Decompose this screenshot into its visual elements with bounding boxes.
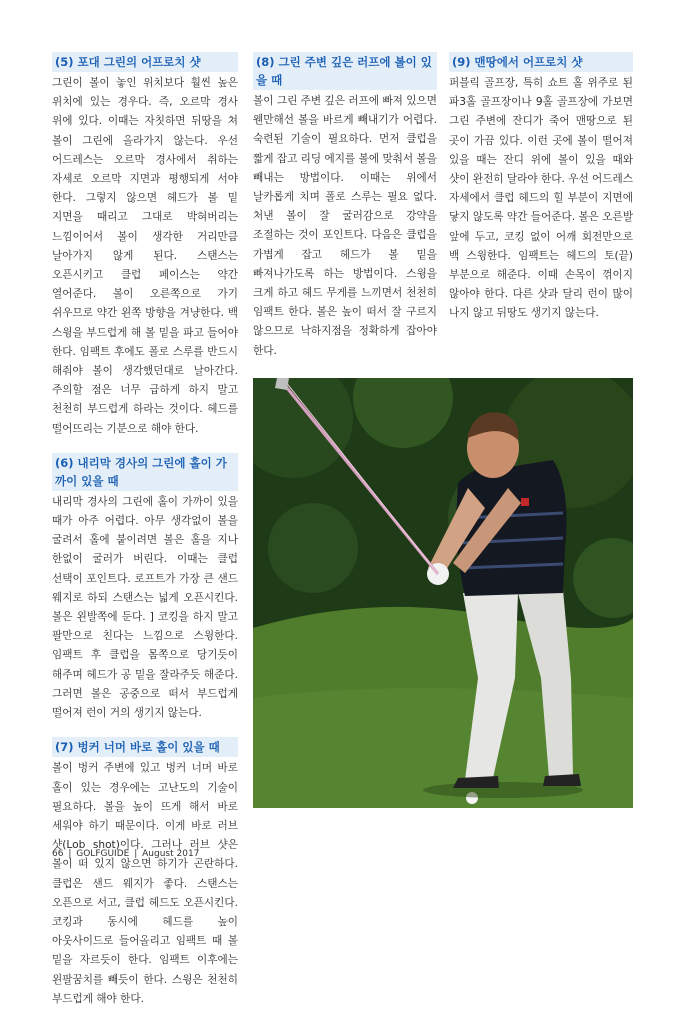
page-number: 66 xyxy=(52,849,64,859)
section-8-heading: (8) 그린 주변 깊은 러프에 볼이 있을 때 xyxy=(253,52,437,90)
section-5-body: 그린이 볼이 놓인 위치보다 훨씬 높은 위치에 있는 경우다. 즉, 오르막 경사 위에 있다. 이때는 자칫하면 뒤땅을 쳐 볼이 그린에 올라가지 않는다. 우선 어드레스는 오르막 경사에서 취하는 자세로 오르막 지면과 평행되게 서야 한다. 그렇지 않으면 헤드가 볼 밑 지면을 때리고 그대로 박혀버리는 느낌이어서 볼이 생각한 거리만큼 날아가지 않게 된다. 스탠스는 오픈시키고 클럽 페이스는 약간 열어준다. 볼이 오른쪽으로 가기 쉬우므로 약간 왼쪽 방향을 겨냥한다. 백 스윙을 부드럽게 해 볼 밑을 파고 들어야 한다. 임팩트 후에도 폴로 스루를 반드시 해줘야 볼이 생각했던대로 날아간다. 주의할 점은 너무 급하게 하지 말고 천천히 부드럽게 하라는 것이다. 헤드를 떨어뜨리는 기분으로 해야 한다. xyxy=(52,77,238,435)
column-2 xyxy=(253,52,437,361)
section-9-body: 퍼블릭 골프장, 특히 쇼트 홀 위주로 된 파3홀 골프장이나 9홀 골프장에 가보면 그린 주변에 잔디가 죽어 맨땅으로 된 곳이 가끔 있다. 이런 곳에 볼이 떨어져 있을 때는 잔디 위에 볼이 있을 때와 샷이 완전히 달라야 한다. 우선 어드레스 자세에서 클럽 헤드의 힐 부분이 지면에 닿지 않도록 약간 들어준다. 볼은 오른발 앞에 두고, 코킹 없이 어깨 회전만으로 백 스윙한다. 임팩트는 헤드의 토(끝) 부분으로 해준다. 이때 손목이 꺾이지 않아야 한다. 다른 샷과 달리 런이 많이 나지 않고 뒤땅도 생기지 않는다. xyxy=(449,77,633,320)
section-9-heading: (9) 맨땅에서 어프로치 샷 xyxy=(449,52,633,72)
column-1 xyxy=(52,52,238,1009)
golfer-photo xyxy=(253,378,633,808)
section-7-body: 볼이 벙커 주변에 있고 벙커 너머 바로 홀이 있는 경우에는 고난도의 기술이 필요하다. 볼을 높이 뜨게 해서 바로 세워야 하기 때문이다. 이게 바로 러브 샷(Lob shot)이다. 그러나 러브 샷은 볼이 떠 있지 않으면 하기가 곤란하다. 클럽은 샌드 웨지가 좋다. 스탠스는 오픈으로 서고, 클럽 헤드도 오픈시킨다. 코킹과 동시에 헤드를 높이 아웃사이드로 들어올리고 임팩트 때 볼 밑을 자르듯이 한다. 임팩트 이후에는 왼팔꿈치를 빼듯이 한다. 스윙은 천천히 부드럽게 해야 한다. xyxy=(52,762,238,1005)
section-6-body: 내리막 경사의 그린에 홀이 가까이 있을 때가 아주 어렵다. 아무 생각없이 볼을 굴려서 홀에 붙이려면 볼은 홀을 지나 한없이 굴러가 버린다. 이때는 클럽 선택이 포인트다. 로프트가 가장 큰 샌드 웨지로 하되 스탠스는 넓게 오픈시킨다. 볼은 왼발쪽에 둔다. ] 코킹을 하지 말고 팔만으로 친다는 느낌으로 스윙한다. 임팩트 후 클럽을 몸쪽으로 당기듯이 해주며 헤드가 공 밑을 잘라주듯 해준다. 그러면 볼은 공중으로 떠서 부드럽게 떨어져 런이 거의 생기지 않는다. xyxy=(52,495,238,720)
column-3 xyxy=(449,52,633,324)
issue-date: August 2017 xyxy=(142,849,200,859)
section-7-heading: (7) 벙커 너머 바로 홀이 있을 때 xyxy=(52,737,238,757)
magazine-name: GOLFGUIDE xyxy=(76,849,130,859)
section-5-heading: (5) 포대 그린의 어프로치 샷 xyxy=(52,52,238,72)
section-6-heading: (6) 내리막 경사의 그린에 홀이 가까이 있을 때 xyxy=(52,453,238,491)
golfer-illustration xyxy=(253,378,633,808)
page-footer: 66 | GOLFGUIDE | August 2017 xyxy=(52,849,200,859)
section-8-body: 볼이 그린 주변 깊은 러프에 빠져 있으면 웬만해선 볼을 바르게 빼내기가 어렵다. 숙련된 기술이 필요하다. 먼저 클럽을 짧게 잡고 리딩 에지를 볼에 맞춰서 볼을 빼내는 방법이다. 이때는 위에서 날카롭게 치며 폴로 스루는 필요 없다. 처낸 볼이 잘 굴러감으로 강약을 조절하는 것이 포인트다. 다음은 클럽을 가볍게 잡고 헤드가 볼 밑을 빠져나가도록 하는 방법이다. 스윙을 크게 하고 헤드 무게를 느끼면서 천천히 임팩트 한다. 볼은 높이 떠서 잘 구르지 않으므로 낙하지점을 정확하게 잡아야 한다. xyxy=(253,95,437,357)
